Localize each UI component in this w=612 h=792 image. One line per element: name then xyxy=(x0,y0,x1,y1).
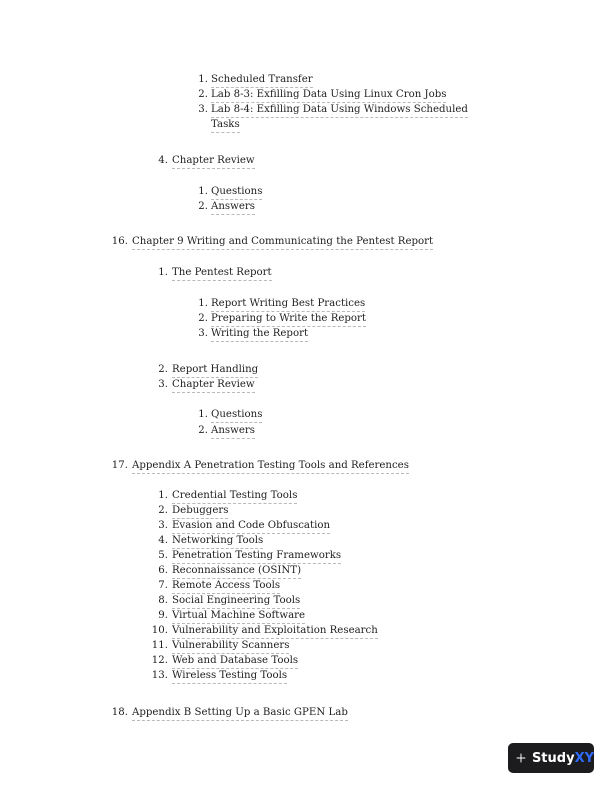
toc-link[interactable]: Social Engineering Tools xyxy=(172,594,300,609)
toc-link[interactable]: Writing the Report xyxy=(211,327,308,342)
studyxy-badge[interactable] xyxy=(508,743,594,773)
toc-number: 16. xyxy=(111,236,128,247)
badge-brand-accent: XY xyxy=(574,750,594,766)
toc-number: 3. xyxy=(158,520,168,531)
toc-link[interactable]: Lab 8-4: Exfilling Data Using Windows Scheduled xyxy=(211,103,468,118)
toc-number: 18. xyxy=(111,707,128,718)
toc-number: 4. xyxy=(158,155,168,166)
toc-link[interactable]: Chapter Review xyxy=(172,154,255,169)
toc-number: 2. xyxy=(158,505,168,516)
toc-number: 1. xyxy=(198,186,208,197)
toc-link[interactable]: Vulnerability and Exploitation Research xyxy=(172,624,378,639)
toc-number: 6. xyxy=(158,565,168,576)
toc-number: 12. xyxy=(151,655,168,666)
toc-link[interactable]: Evasion and Code Obfuscation xyxy=(172,519,330,534)
toc-number: 10. xyxy=(151,625,168,636)
toc-link[interactable]: The Pentest Report xyxy=(172,266,272,281)
toc-link[interactable]: Preparing to Write the Report xyxy=(211,312,366,327)
toc-number: 3. xyxy=(158,379,168,390)
toc-number: 1. xyxy=(198,298,208,309)
toc-number: 3. xyxy=(198,328,208,339)
toc-number: 1. xyxy=(198,409,208,420)
toc-link[interactable]: Answers xyxy=(211,200,255,215)
toc-link[interactable]: Vulnerability Scanners xyxy=(172,639,289,654)
toc-number: 8. xyxy=(158,595,168,606)
toc-link[interactable]: Report Writing Best Practices xyxy=(211,297,365,312)
toc-link[interactable]: Chapter Review xyxy=(172,378,255,393)
toc-link[interactable]: Questions xyxy=(211,185,262,200)
toc-number: 1. xyxy=(158,490,168,501)
toc-number: 7. xyxy=(158,580,168,591)
toc-number: 2. xyxy=(198,425,208,436)
toc-link[interactable]: Lab 8-3: Exfilling Data Using Linux Cron Jobs xyxy=(211,88,446,103)
toc-link[interactable]: Virtual Machine Software xyxy=(172,609,305,624)
toc-number: 1. xyxy=(158,267,168,278)
toc-link[interactable]: Networking Tools xyxy=(172,534,263,549)
toc-number: 9. xyxy=(158,610,168,621)
toc-number: 17. xyxy=(111,460,128,471)
toc-link[interactable]: Remote Access Tools xyxy=(172,579,280,594)
toc-link[interactable]: Debuggers xyxy=(172,504,228,519)
toc-link[interactable]: Chapter 9 Writing and Communicating the Pentest Report xyxy=(132,235,433,250)
toc-number: 11. xyxy=(151,640,168,651)
toc-number: 5. xyxy=(158,550,168,561)
toc-number: 13. xyxy=(151,670,168,681)
toc-link[interactable]: Scheduled Transfer xyxy=(211,73,313,88)
toc-number: 4. xyxy=(158,535,168,546)
toc-link[interactable]: Report Handling xyxy=(172,363,258,378)
toc-number: 2. xyxy=(158,364,168,375)
toc-number: 3. xyxy=(198,104,208,115)
toc-number: 2. xyxy=(198,89,208,100)
badge-brand: Study xyxy=(531,750,575,766)
toc-link-continuation[interactable]: Tasks xyxy=(211,118,240,133)
toc-link[interactable]: Penetration Testing Frameworks xyxy=(172,549,341,564)
toc-link[interactable]: Appendix B Setting Up a Basic GPEN Lab xyxy=(132,706,348,721)
toc-number: 1. xyxy=(198,74,208,85)
plus-icon xyxy=(516,750,526,766)
toc-link[interactable]: Reconnaissance (OSINT) xyxy=(172,564,301,579)
toc-link[interactable]: Answers xyxy=(211,424,255,439)
toc-link[interactable]: Credential Testing Tools xyxy=(172,489,297,504)
toc-link[interactable]: Questions xyxy=(211,408,262,423)
toc-link[interactable]: Web and Database Tools xyxy=(172,654,298,669)
toc-link[interactable]: Wireless Testing Tools xyxy=(172,669,287,684)
toc-link[interactable]: Appendix A Penetration Testing Tools and References xyxy=(132,459,409,474)
toc-number: 2. xyxy=(198,201,208,212)
toc-number: 2. xyxy=(198,313,208,324)
